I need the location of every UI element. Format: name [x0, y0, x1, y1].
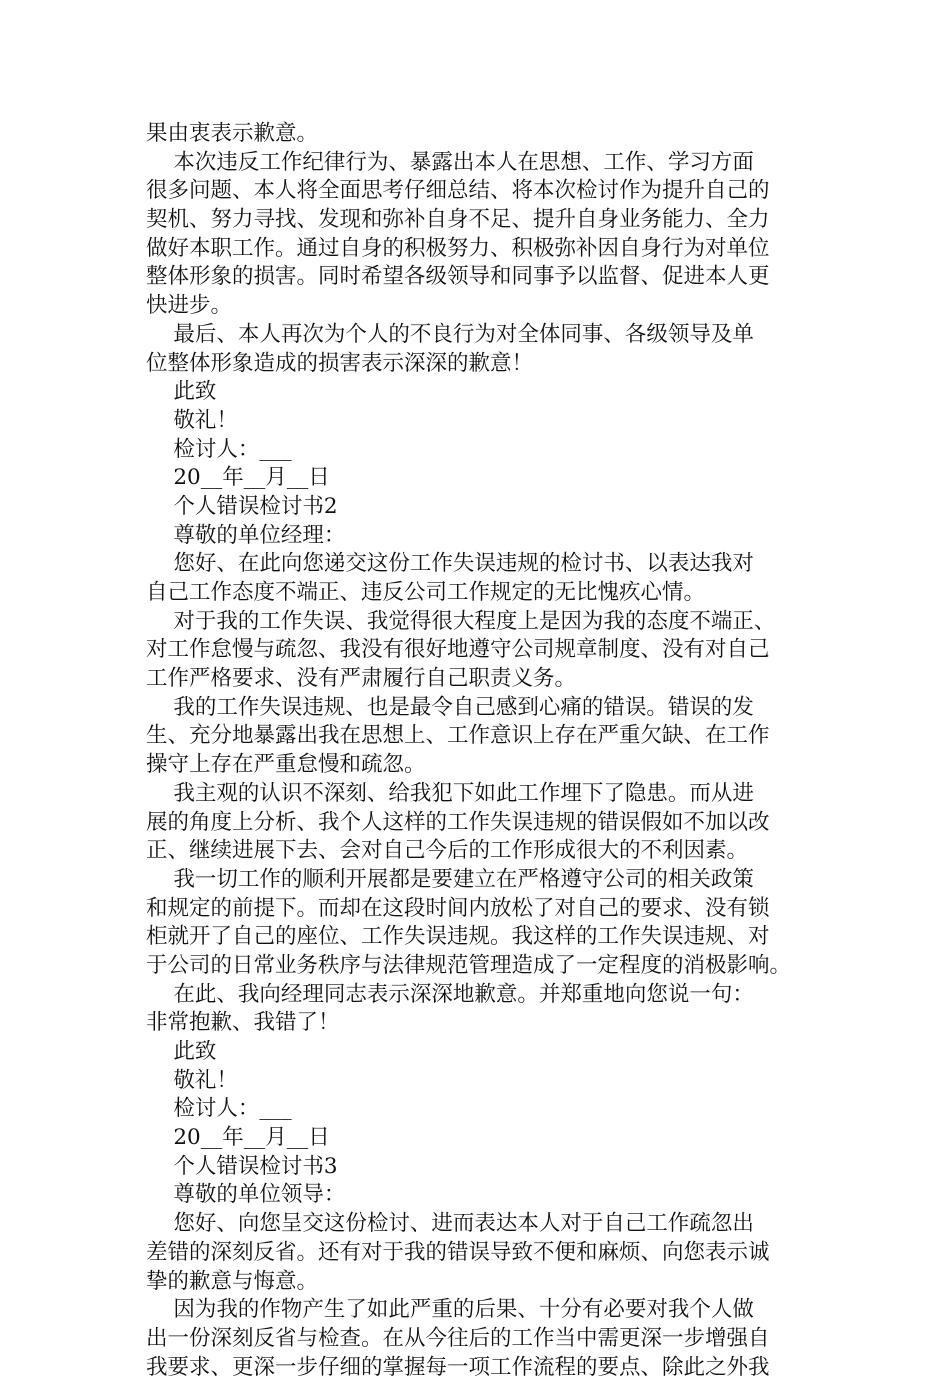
signature-line: 检讨人：___: [146, 1096, 292, 1122]
text-line: 整体形象的损害。同时希望各级领导和同事予以监督、促进本人更: [146, 264, 770, 290]
text-line: 于公司的日常业务秩序与法律规范管理造成了一定程度的消极影响。: [146, 952, 792, 978]
text-line: 柜就开了自己的座位、工作失误违规。我这样的工作失误违规、对: [146, 924, 770, 950]
text-line: 自己工作态度不端正、违反公司工作规定的无比愧疚心情。: [146, 580, 706, 605]
text-line: 契机、努力寻找、发现和弥补自身不足、提升自身业务能力、全力: [146, 207, 770, 233]
text-line: 差错的深刻反省。还有对于我的错误导致不便和麻烦、向您表示诚: [146, 1239, 770, 1265]
text-line: 我一切工作的顺利开展都是要建立在严格遵守公司的相关政策: [146, 866, 754, 892]
text-line: 对工作怠慢与疏忽、我没有很好地遵守公司规章制度、没有对自己: [146, 637, 770, 663]
text-line: 很多问题、本人将全面思考仔细总结、将本次检讨作为提升自己的: [146, 178, 770, 204]
text-line: 最后、本人再次为个人的不良行为对全体同事、各级领导及单: [146, 321, 754, 347]
text-line: 工作严格要求、没有严肃履行自己职责义务。: [146, 666, 577, 692]
section-title: 个人错误检讨书3: [146, 1153, 338, 1179]
salutation-line: 此致: [146, 1039, 217, 1064]
text-line: 展的角度上分析、我个人这样的工作失误违规的错误假如不加以改: [146, 809, 770, 835]
text-line: 非常抱歉、我错了！: [146, 1010, 340, 1036]
section-title: 个人错误检讨书2: [146, 493, 338, 519]
text-line: 生、充分地暴露出我在思想上、工作意识上存在严重欠缺、在工作: [146, 723, 770, 749]
date-line: 20__年__月__日: [146, 1125, 330, 1151]
text-line: 正、继续进展下去、会对自己今后的工作形成很大的不利因素。: [146, 838, 749, 864]
date-line: 20__年__月__日: [146, 465, 330, 491]
text-line: 操守上存在严重怠慢和疏忽。: [146, 752, 426, 778]
greeting-line: 尊敬的单位领导：: [146, 1182, 346, 1208]
text-line: 挚的歉意与悔意。: [146, 1268, 319, 1294]
text-line: 快进步。: [146, 293, 233, 319]
text-line: 您好、向您呈交这份检讨、进而表达本人对于自己工作疏忽出: [146, 1211, 754, 1237]
text-line: 因为我的作物产生了如此严重的后果、十分有必要对我个人做: [146, 1297, 754, 1323]
text-line: 我主观的认识不深刻、给我犯下如此工作埋下了隐患。而从进: [146, 780, 754, 806]
text-line: 您好、在此向您递交这份工作失误违规的检讨书、以表达我对: [146, 551, 754, 577]
text-line: 我要求、更深一步仔细的掌握每一项工作流程的要点、除此之外我: [146, 1354, 770, 1380]
text-line: 和规定的前提下。而却在这段时间内放松了对自己的要求、没有锁: [146, 895, 770, 921]
salutation-line: 此致: [146, 379, 217, 405]
text-line: 本次违反工作纪律行为、暴露出本人在思想、工作、学习方面: [146, 149, 754, 175]
salutation-line: 敬礼！: [146, 407, 238, 433]
text-line: 做好本职工作。通过自身的积极努力、积极弥补因自身行为对单位: [146, 235, 770, 261]
text-line: 位整体形象造成的损害表示深深的歉意！: [146, 350, 534, 376]
text-line: 对于我的工作失误、我觉得很大程度上是因为我的态度不端正、: [146, 608, 776, 634]
salutation-line: 敬礼！: [146, 1067, 238, 1093]
greeting-line: 尊敬的单位经理：: [146, 522, 346, 548]
text-line: 果由衷表示歉意。: [146, 121, 319, 146]
text-line: 我的工作失误违规、也是最令自己感到心痛的错误。错误的发: [146, 694, 754, 720]
document-body: [146, 120, 826, 1382]
text-line: 出一份深刻反省与检查。在从今往后的工作当中需更深一步增强自: [146, 1325, 770, 1351]
text-line: 在此、我向经理同志表示深深地歉意。并郑重地向您说一句：: [146, 981, 754, 1007]
signature-line: 检讨人：___: [146, 436, 292, 462]
